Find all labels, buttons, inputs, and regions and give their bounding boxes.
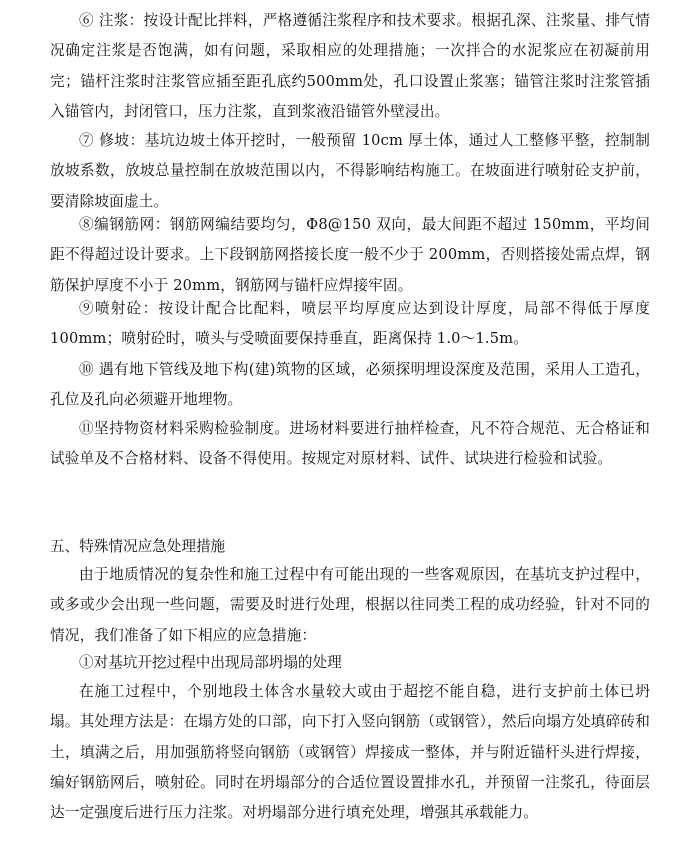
paragraph-underground-pipes: ⑩ 遇有地下管线及地下构(建)筑物的区域，必须探明埋设深度及范围，采用人工造孔，孔位及孔向必须避开地埋物。 [50, 361, 650, 409]
paragraph-steel-mesh: ⑧编钢筋网：钢筋网编结要均匀，Φ8@150 双向，最大间距不超过 150mm，平均间距不得超过设计要求。上下段钢筋网搭接长度一般不少于 200mm，否则搭接处需点焊，钢筋保护厚度不小于 20mm，钢筋网与锚杆应焊接牢固。 [50, 216, 650, 294]
paragraph-grouting: ⑥ 注浆：按设计配比拌料，严格遵循注浆程序和技术要求。根据孔深、注浆量、排气情况确定注浆是否饱满，如有问题，采取相应的处理措施；一次拌合的水泥浆应在初凝前用完；锚杆注浆时注浆管应插至距孔底约500mm处，孔口设置止浆塞；锚管注浆时注浆管插入锚管内，封闭管口，压力注浆，直到浆液沿锚管外壁浸出。 [50, 12, 650, 120]
paragraph-shotcrete: ⑨喷射砼：按设计配合比配料，喷层平均厚度应达到设计厚度，局部不得低于厚度 100mm；喷射砼时，喷头与受喷面要保持垂直，距离保持 1.0～1.5m。 [50, 300, 650, 348]
paragraph-slope-trimming: ⑦ 修坡：基坑边坡土体开挖时，一般预留 10cm 厚土体，通过人工整修平整，控制制放坡系数，放坡总量控制在放坡范围以内，不得影响结构施工。在坡面进行喷射砼支护前，要清除坡面虚土。 [50, 132, 650, 210]
subsection-heading: ①对基坑开挖过程中出现局部坍塌的处理 [79, 654, 342, 671]
section-heading: 五、特殊情况应急处理措施 [50, 538, 226, 555]
subsection-body-paragraph: 在施工过程中，个别地段土体含水量较大或由于超挖不能自稳，进行支护前土体已坍塌。其处理方法是：在塌方处的口部，向下打入竖向钢筋（或钢管），然后向塌方处填碎砖和土，填满之后，用加强筋将竖向钢筋（或钢管）焊接成一整体，并与附近锚杆头进行焊接，编好钢筋网后，喷射砼。同时在坍塌部分的合适位置设置排水孔，并预留一注浆孔，待面层达一定强度后进行压力注浆。对坍塌部分进行填充处理，增强其承载能力。 [50, 683, 650, 822]
section-intro-paragraph: 由于地质情况的复杂性和施工过程中有可能出现的一些客观原因，在基坑支护过程中，或多或少会出现一些问题，需要及时进行处理，根据以往同类工程的成功经验，针对不同的情况，我们准备了如下相应的应急措施： [50, 566, 650, 644]
paragraph-material-inspection: ⑪坚持物资材料采购检验制度。进场材料要进行抽样检查，凡不符合规范、无合格证和试验单及不合格材料、设备不得使用。按规定对原材料、试件、试块进行检验和试验。 [50, 420, 650, 468]
